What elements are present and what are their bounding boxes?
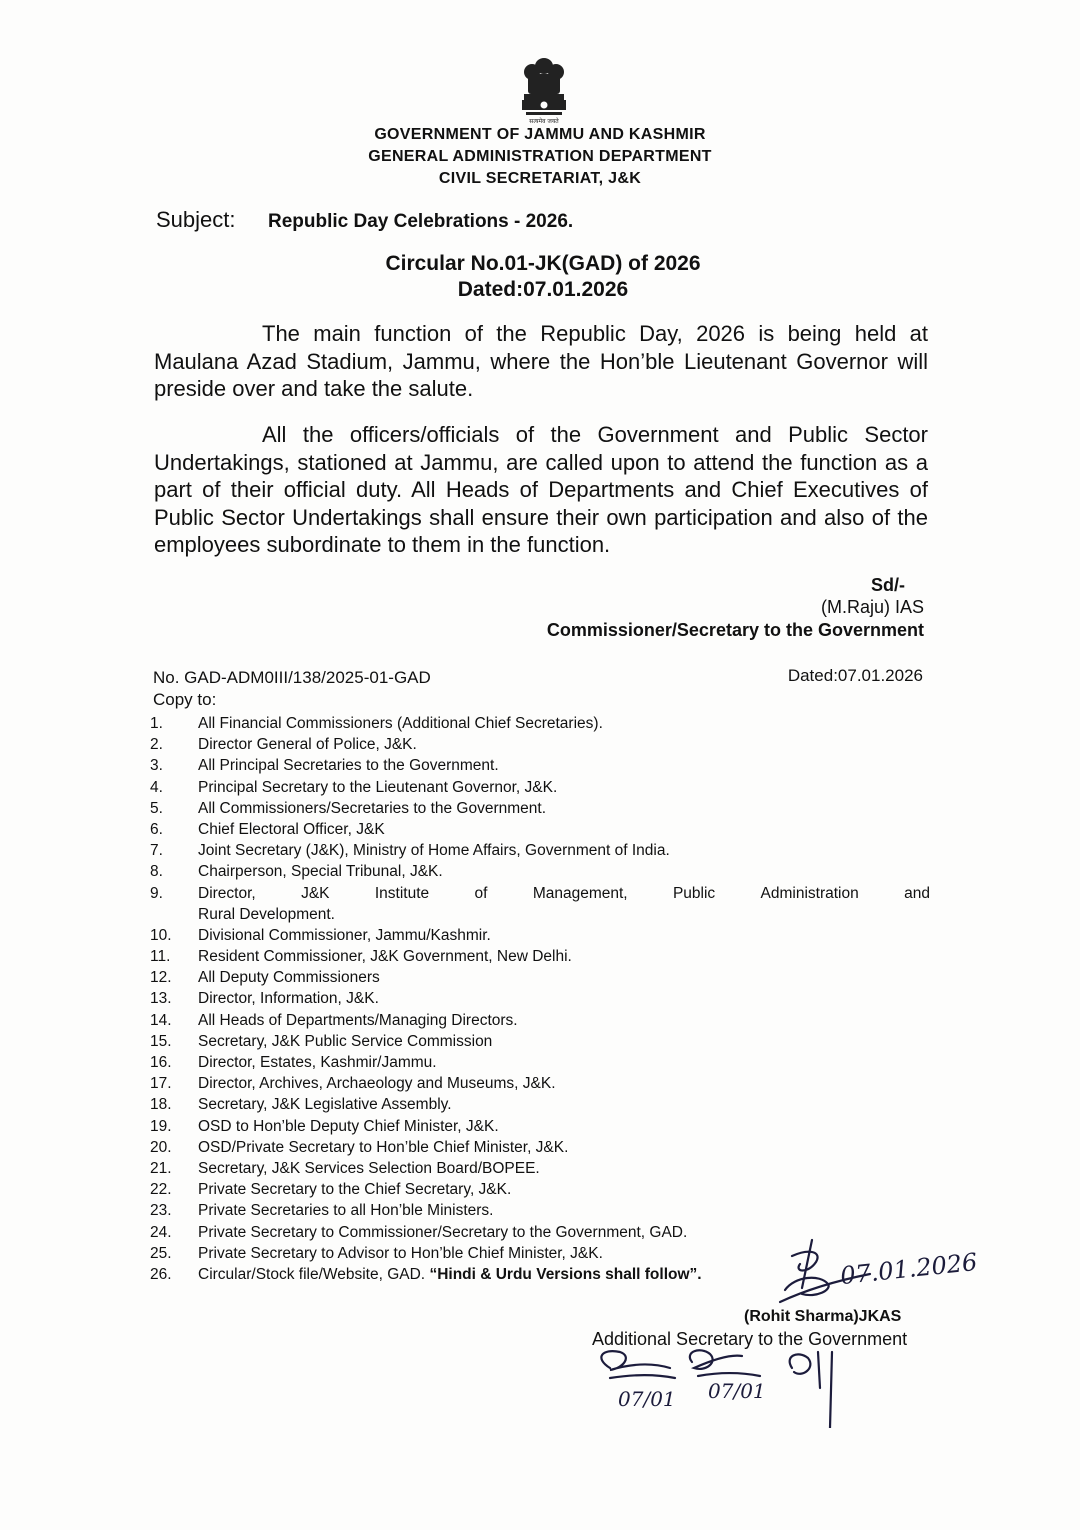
list-item-number: 26. (150, 1265, 172, 1283)
list-item-text: Private Secretary to Commissioner/Secretary to the Government, GAD. (198, 1223, 688, 1241)
list-item-text: Circular/Stock file/Website, GAD. “Hindi & Urdu Versions shall follow”. (198, 1265, 702, 1283)
list-item (150, 1116, 930, 1137)
list-item-number: 1. (150, 715, 163, 732)
list-item-text: All Principal Secretaries to the Government. (198, 757, 499, 775)
reference-number: No. GAD-ADM0III/138/2025-01-GAD (153, 668, 431, 687)
list-item (150, 1094, 930, 1115)
signatory-designation: Commissioner/Secretary to the Government (546, 620, 924, 640)
list-item (150, 1200, 930, 1221)
list-item (150, 925, 930, 946)
list-item-text: All Heads of Departments/Managing Directors. (198, 1011, 518, 1029)
list-item-text-line: Director, J&K Institute of Management, Public Administration and (198, 884, 930, 902)
body-paragraph-1: The main function of the Republic Day, 2026 is being held at Maulana Azad Stadium, Jammu, where the Hon’ble Lieutenant Governor will preside over and take the salute. (154, 321, 928, 401)
additional-signatory-designation: Additional Secretary to the Government (592, 1329, 908, 1349)
list-item-number: 11. (150, 948, 171, 966)
national-emblem-icon (514, 56, 574, 126)
list-item-text: All Financial Commissioners (Additional Chief Secretaries). (198, 715, 603, 732)
list-item-text: Private Secretaries to all Hon’ble Ministers. (198, 1202, 494, 1220)
circular-number: Circular No.01-JK(GAD) of 2026 (385, 252, 701, 275)
list-item (150, 819, 930, 840)
list-item-number: 22. (150, 1181, 172, 1199)
list-item-number: 8. (150, 863, 163, 881)
list-item-text: OSD to Hon’ble Deputy Chief Minister, J&K. (198, 1117, 499, 1135)
list-item-number: 21. (150, 1159, 172, 1177)
list-item-number: 23. (150, 1202, 172, 1220)
list-item-text: Resident Commissioner, J&K Government, New Delhi. (198, 948, 572, 966)
list-item-number: 3. (150, 757, 163, 775)
list-item-number: 15. (150, 1032, 172, 1050)
list-item-text: Chief Electoral Officer, J&K (198, 820, 385, 838)
list-item (150, 1010, 930, 1031)
list-item (150, 1031, 930, 1052)
additional-signatory-name: (Rohit Sharma)JKAS (744, 1308, 902, 1325)
reference-date: Dated:07.01.2026 (787, 666, 923, 685)
list-item (150, 734, 930, 755)
list-item-text: Director, Estates, Kashmir/Jammu. (198, 1054, 437, 1072)
list-item-text: All Commissioners/Secretaries to the Government. (198, 799, 547, 817)
initial-date-1: 07/01 (618, 1387, 676, 1411)
list-item (150, 967, 930, 988)
list-item-number: 7. (150, 842, 163, 860)
copy-to-label: Copy to: (153, 690, 217, 709)
list-item-number: 18. (150, 1096, 172, 1114)
list-item (150, 798, 930, 819)
list-item (150, 988, 930, 1009)
copy-to-list (150, 713, 930, 1285)
list-item-text: Private Secretary to Advisor to Hon’ble Chief Minister, J&K. (198, 1244, 603, 1262)
emblem-motto: सत्यमेव जयते (529, 118, 559, 125)
list-item-text: OSD/Private Secretary to Hon’ble Chief Minister, J&K. (198, 1138, 569, 1156)
list-item-text: Director, Information, J&K. (198, 990, 379, 1008)
list-item-number: 10. (150, 926, 172, 944)
list-item (150, 1073, 930, 1094)
signatory-name: (M.Raju) IAS (820, 597, 924, 617)
signed-mark: Sd/- (871, 575, 905, 595)
list-item-number: 14. (150, 1011, 172, 1029)
list-item-number: 20. (150, 1138, 172, 1156)
body-paragraph-2: All the officers/officials of the Government and Public Sector Undertakings, stationed at Jammu, are called upon to attend the function as a part of their official duty. All Heads of Departments and Chief Executives of Public Sector Undertakings shall ensure their own participation and also of the employees subordinate to them in the function. (154, 422, 928, 557)
list-item (150, 777, 930, 798)
list-item-number: 17. (150, 1075, 172, 1093)
header-government: GOVERNMENT OF JAMMU AND KASHMIR (374, 126, 706, 143)
list-item-number: 4. (150, 778, 163, 796)
list-item (150, 713, 930, 734)
list-item (150, 1137, 930, 1158)
list-item (150, 1158, 930, 1179)
list-item-text-line: Rural Development. (198, 905, 335, 923)
list-item-number: 16. (150, 1054, 172, 1072)
list-item (150, 861, 930, 882)
list-item-text: All Deputy Commissioners (198, 969, 380, 987)
list-item-text (198, 883, 930, 925)
list-item-number: 13. (150, 990, 172, 1008)
list-item-number: 25. (150, 1244, 172, 1262)
list-item (150, 946, 930, 967)
handwritten-date: 07.01.2026 (838, 1247, 979, 1291)
list-item (150, 755, 930, 776)
list-item (150, 1052, 930, 1073)
header-department: GENERAL ADMINISTRATION DEPARTMENT (368, 148, 712, 165)
subject-line (156, 207, 573, 233)
list-item-text: Joint Secretary (J&K), Ministry of Home Affairs, Government of India. (198, 842, 670, 860)
list-item-text: Secretary, J&K Legislative Assembly. (198, 1096, 452, 1114)
initial-date-2: 07/01 (708, 1379, 766, 1403)
list-item-text: Director, Archives, Archaeology and Museums, J&K. (198, 1075, 556, 1093)
header-secretariat: CIVIL SECRETARIAT, J&K (438, 170, 642, 187)
subject-label: Subject: (156, 207, 236, 232)
list-item-text: Secretary, J&K Services Selection Board/BOPEE. (198, 1159, 540, 1177)
circular-date: Dated:07.01.2026 (457, 278, 629, 301)
list-item-text: Private Secretary to the Chief Secretary, J&K. (198, 1181, 512, 1199)
list-item-text: Chairperson, Special Tribunal, J&K. (198, 863, 443, 881)
list-item-number: 12. (150, 969, 172, 987)
list-item (150, 1179, 930, 1200)
list-item-number: 9. (150, 884, 163, 902)
list-item-number: 6. (150, 820, 163, 838)
list-item-text: Director General of Police, J&K. (198, 736, 417, 754)
list-item-text: Principal Secretary to the Lieutenant Governor, J&K. (198, 778, 558, 796)
list-item-number: 5. (150, 799, 163, 817)
list-item-number: 2. (150, 736, 163, 754)
list-item (150, 883, 930, 925)
list-item (150, 840, 930, 861)
list-item-text: Divisional Commissioner, Jammu/Kashmir. (198, 926, 491, 944)
list-item-text: Secretary, J&K Public Service Commission (198, 1032, 493, 1050)
subject-value: Republic Day Celebrations - 2026. (268, 211, 574, 232)
list-item-number: 19. (150, 1117, 172, 1135)
language-note: “Hindi & Urdu Versions shall follow”. (429, 1265, 702, 1283)
list-item-number: 24. (150, 1223, 172, 1241)
